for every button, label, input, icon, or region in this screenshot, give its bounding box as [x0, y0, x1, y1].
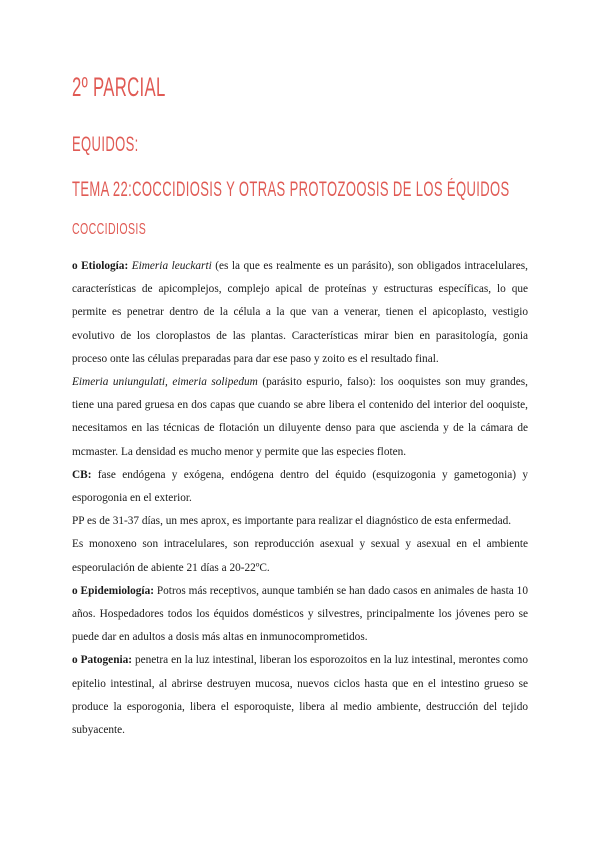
etiologia-species: Eimeria leuckarti — [131, 260, 212, 272]
paragraph-patogenia — [72, 649, 528, 742]
paragraph-cb — [72, 464, 528, 510]
body-text — [72, 255, 528, 742]
epidemiologia-text: Potros más receptivos, aunque también se han dado casos en animales de hasta 10 años. Hospedadores todos los équidos domésticos y silvestres, principalmente los jóvenes pero se puede dar en adultos a dosis más altas en inmunocomprometidos. — [72, 584, 528, 644]
section-heading-equidos: EQUIDOS: — [72, 133, 139, 156]
tema-heading: TEMA 22:COCCIDIOSIS Y OTRAS PROTOZOOSIS DE LOS ÉQUIDOS — [72, 178, 510, 201]
etiologia-label: o Etiología: — [72, 260, 129, 272]
subsection-heading-coccidiosis: COCCIDIOSIS — [72, 221, 147, 238]
pp-text: PP es de 31-37 días, un mes aprox, es importante para realizar el diagnóstico de esta enfermedad. — [72, 515, 512, 528]
patogenia-label: o Patogenia: — [72, 654, 133, 667]
cb-label: CB: — [72, 468, 92, 481]
cb-text: fase endógena y exógena, endógena dentro del équido (esquizogonia y gametogonia) y esporogonia en el exterior. — [72, 468, 528, 505]
paragraph-etiologia — [72, 255, 528, 371]
patogenia-text: penetra en la luz intestinal, liberan los esporozoitos en la luz intestinal, merontes como epitelio intestinal, al abrirse destruyen mucosa, nuevos ciclos hasta que en el intestino grueso se produce la esporogonia, libera el esporoquiste, libera al medio ambiente, destrucción del tejido subyacente. — [72, 654, 528, 737]
paragraph-epidemiologia — [72, 580, 528, 650]
paragraph-monoxeno — [72, 533, 528, 579]
etiologia-text: (es la que es realmente es un parásito), son obligados intracelulares, características de apicomplejos, complejo apical de proteínas y estructuras específicas, lo que permite es penetrar dentro de la célula a la que van a venerar, tienen el apicoplasto, vestigio evolutivo de los cloroplastos de las plantas. Características mirar bien en parasitología, gonia proceso onte las células preparadas para dar ese paso y zoito es el resultado final. — [72, 260, 529, 365]
uniungulati-species: Eimeria uniungulati, eimeria solipedum — [72, 376, 258, 389]
paragraph-pp — [72, 510, 528, 533]
parcial-title: 2º PARCIAL — [72, 72, 166, 102]
paragraph-eimeria-uniungulati — [72, 371, 528, 464]
uniungulati-text: (parásito espurio, falso): los ooquistes son muy grandes, tiene una pared gruesa en dos capas que cuando se abre libera el contenido del interior del ooquiste, necesitamos en las técnicas de flotación un diluyente denso para que ascienda y de la cámara de mcmaster. La densidad es mucho menor y permite que las especies floten. — [72, 376, 528, 458]
monoxeno-text: Es monoxeno son intracelulares, son reproducción asexual y sexual y asexual en el ambiente espeorulación de abiente 21 días a 20-22ºC. — [72, 538, 528, 574]
epidemiologia-label: o Epidemiología: — [72, 584, 154, 597]
